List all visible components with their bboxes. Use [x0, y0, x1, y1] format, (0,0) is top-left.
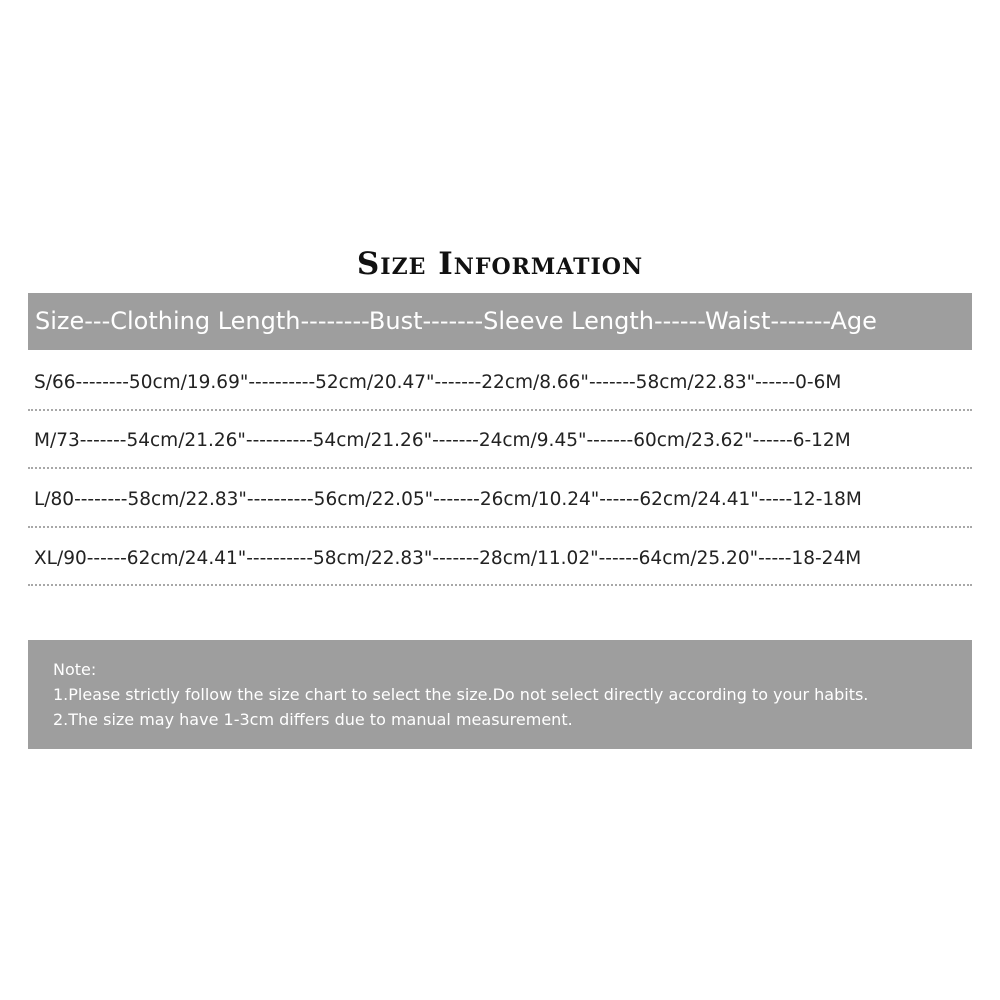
note-box: [28, 640, 972, 749]
size-row-l: L/80--------58cm/22.83"----------56cm/22.05"-------26cm/10.24"------62cm/24.41"-----12-18M: [34, 489, 862, 510]
page-title: Size Information: [356, 246, 644, 282]
note-line-1: 1.Please strictly follow the size chart to select the size.Do not select directly according to your habits.: [53, 685, 869, 704]
row-divider: [28, 409, 972, 411]
size-row-m: M/73-------54cm/21.26"----------54cm/21.26"-------24cm/9.45"-------60cm/23.62"------6-12M: [34, 430, 851, 451]
size-row-s: S/66--------50cm/19.69"----------52cm/20.47"-------22cm/8.66"-------58cm/22.83"------0-6M: [34, 372, 842, 393]
size-row-xl: XL/90------62cm/24.41"----------58cm/22.83"-------28cm/11.02"------64cm/25.20"-----18-24M: [34, 548, 862, 569]
note-heading: Note:: [53, 660, 97, 679]
row-divider: [28, 526, 972, 528]
row-divider: [28, 584, 972, 586]
note-line-2: 2.The size may have 1-3cm differs due to manual measurement.: [53, 710, 573, 729]
size-table-header: Size---Clothing Length--------Bust-------Sleeve Length------Waist-------Age: [28, 293, 972, 350]
row-divider: [28, 467, 972, 469]
